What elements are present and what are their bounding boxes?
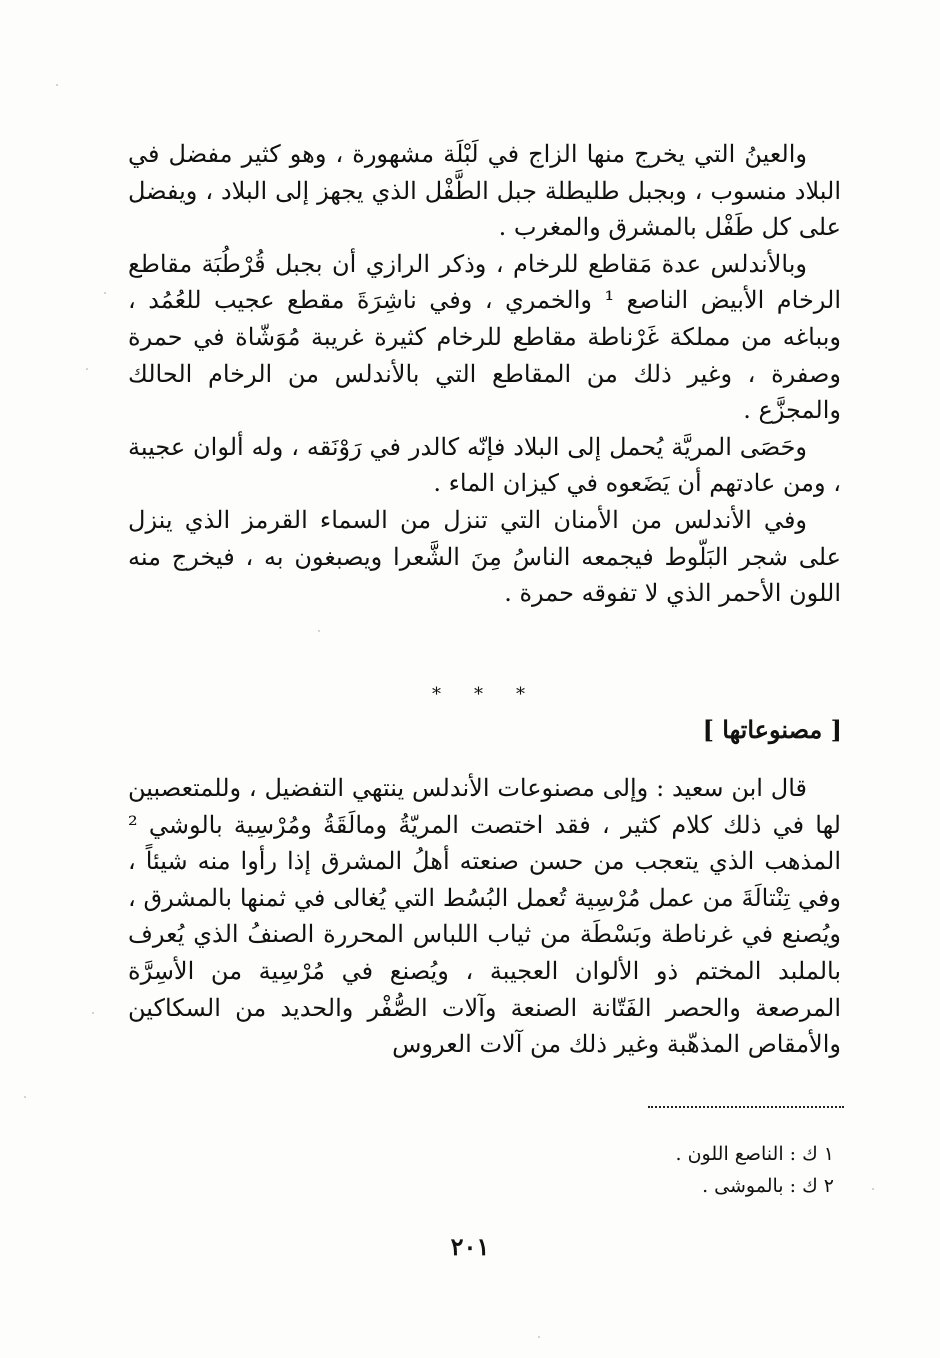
paper-speck xyxy=(104,292,106,294)
footnote: ١ ك : الناصع اللون . xyxy=(675,1143,834,1165)
paper-speck xyxy=(318,630,320,632)
paper-speck xyxy=(86,368,88,370)
paper-speck xyxy=(24,1096,26,1098)
paragraph: والعينُ التي يخرج منها الزاج في لَبْلَة مشهورة ، وهو كثير مفضل في البلاد منسوب ، وبجبل طليطلة جبل الطَّفْل الذي يجهز إلى البلاد ، ويفضل على كل طَفْل بالمشرق والمغرب . xyxy=(128,140,841,242)
footnote-separator xyxy=(648,1106,844,1108)
footnotes xyxy=(676,1138,834,1202)
page-number: ٢٠١ xyxy=(450,1232,490,1261)
paragraph: قال ابن سعيد : وإلى مصنوعات الأندلس ينتهي التفضيل ، وللمتعصبين لها في ذلك كلام كثير ، فقد اختصت المريّةُ ومالَقَةُ ومُرْسِية بالوشي ² المذهب الذي يتعجب من حسن صنعته أهلُ المشرق إذا رأوا منه شيئاً ، وفي تِنْتالَةَ من عمل مُرْسِية تُعمل البُسُط التي يُغالى في ثمنها بالمشرق ، ويُصنع في غرناطة وبَسْطَة من ثياب اللباس المحررة الصنفُ الذي يُعرف بالملبد المختم ذو الألوان العجيبة ، ويُصنع في مُرْسِية من الأسِرَّة المرصعة والحصر الفَتّانة الصنعة وآلات الصُّفْر والحديد من السكاكين والأمقاص المذهّبة وغير ذلك من آلات العروس xyxy=(128,774,841,1059)
divider-asterisk: * xyxy=(432,684,441,705)
paper-speck xyxy=(92,1012,94,1014)
paper-speck xyxy=(538,1336,540,1338)
paper-speck xyxy=(872,1188,874,1190)
paper-speck xyxy=(56,84,58,86)
paragraph: وبالأندلس عدة مَقاطع للرخام ، وذكر الرازي أن بجبل قُرْطُبَة مقاطع الرخام الأبيض الناصع ¹ والخمري ، وفي ناشِرَةَ مقطع عجيب للعُمُد ، وبباغه من مملكة غَرْناطة مقاطع للرخام كثيرة غريبة مُوَشّاة في حمرة وصفرة ، وغير ذلك من المقاطع التي بالأندلس من الرخام الحالك والمجزَّع . xyxy=(128,249,842,425)
footnote: ٢ ك : بالموشى . xyxy=(702,1175,834,1197)
section-divider xyxy=(0,686,940,716)
paragraph: وحَصَى المريَّة يُحمل إلى البلاد فإنّه كالدر في رَوْنَقه ، وله ألوان عجيبة ، ومن عادتهم أن يَضَعوه في كيزان الماء . xyxy=(128,432,841,498)
body-text-lower xyxy=(128,770,841,1063)
paragraph: وفي الأندلس من الأمنان التي تنزل من السماء القرمز الذي ينزل على شجر البَلّوط فيجمعه الناسُ مِنَ الشَّعرا ويصبغون به ، فيخرج منه اللون الأحمر الذي لا تفوقه حمرة . xyxy=(128,505,841,608)
body-text-upper xyxy=(128,136,841,612)
divider-asterisk: * xyxy=(516,684,525,705)
section-heading: [ مصنوعاتها ] xyxy=(702,715,842,744)
divider-asterisk: * xyxy=(474,684,483,705)
